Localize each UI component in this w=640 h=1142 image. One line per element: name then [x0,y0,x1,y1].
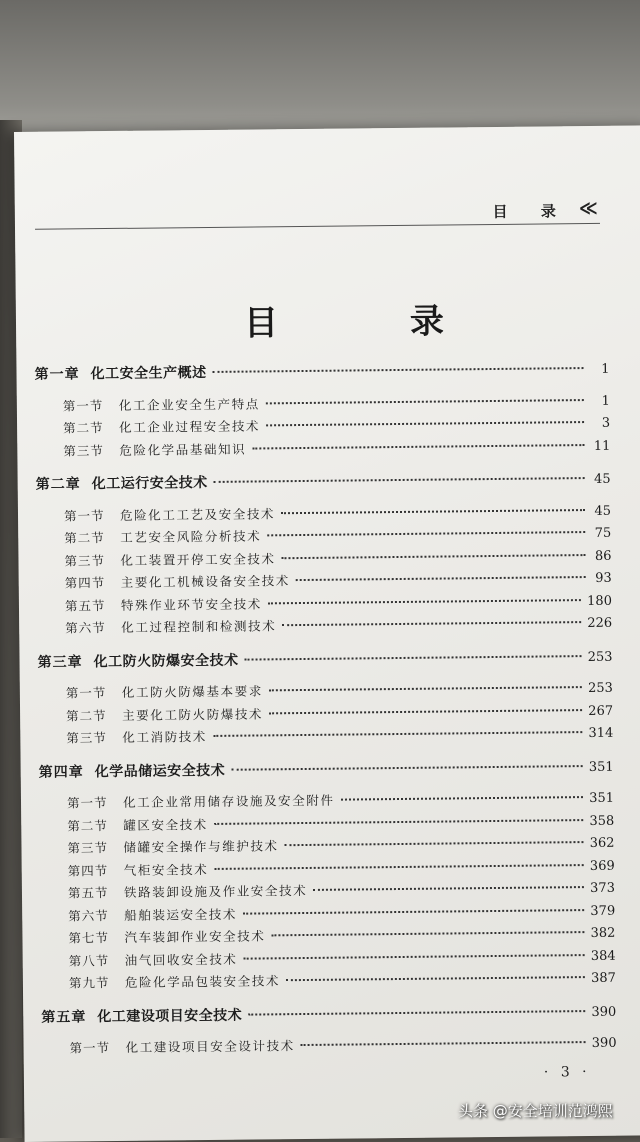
chapter-title: 化工运行安全技术 [91,474,208,493]
section-number: 第三节 [63,442,104,459]
section-title: 化工过程控制和检测技术 [121,618,277,635]
section-number: 第二节 [63,420,104,436]
section-number: 第一节 [66,795,108,811]
section-number: 第九节 [68,975,110,991]
toc-section [41,968,616,997]
leader-dots [214,477,585,483]
section-page: 351 [589,790,615,807]
section-title: 主要化工机械设备安全技术 [120,573,290,590]
section-number: 第七节 [68,930,110,946]
section-number: 第一节 [65,685,107,701]
section-title: 危险化学品基础知识 [119,441,247,458]
leader-dots [267,531,585,536]
section-number: 第一节 [63,507,105,523]
toc-section [35,435,610,464]
running-header [35,199,600,230]
leader-dots [313,886,584,891]
section-title: 危险化工工艺及安全技术 [119,505,276,523]
section-title: 主要化工防火防爆技术 [122,705,264,723]
table-of-contents [34,358,616,1061]
toc-chapter [37,645,612,674]
page-number: · 3 · [543,1064,591,1081]
toc-section [37,613,612,642]
section-title: 油气回收安全技术 [124,951,238,968]
section-number: 第二节 [66,707,107,723]
chapter-page: 1 [601,361,610,377]
section-number: 第三节 [64,552,106,568]
section-number: 第三节 [67,840,109,856]
leader-dots [214,819,584,825]
section-page: 86 [594,548,612,564]
section-number: 第二节 [67,817,108,833]
section-page: 3 [601,415,611,431]
chapter-number: 第二章 [35,476,81,493]
book-page [14,125,640,1142]
section-page: 369 [589,858,615,874]
section-page: 373 [590,880,616,897]
leader-dots [286,976,585,981]
leader-dots [214,864,584,870]
section-page: 362 [589,835,615,852]
section-page: 382 [590,925,616,942]
section-number: 第五节 [67,885,109,901]
section-title: 危险化学品包装安全技术 [124,973,281,990]
section-title: 汽车装卸作业安全技术 [124,928,266,945]
leader-dots [213,367,584,373]
leader-dots [341,796,584,801]
leader-dots [268,599,581,604]
section-number: 第四节 [64,575,106,591]
chapter-title: 化学品储运安全技术 [94,762,226,780]
leader-dots [281,509,585,514]
section-number: 第六节 [68,907,109,923]
leader-dots [231,765,583,771]
toc-chapter [41,1000,616,1029]
section-number: 第三节 [66,730,107,746]
section-page: 226 [587,615,613,632]
chapter-number: 第一章 [34,366,80,383]
section-page: 379 [590,903,616,919]
running-header-label: 目 录 [492,202,570,221]
page-title: 目 录 [243,300,505,344]
chapter-page: 390 [591,1004,617,1020]
section-number: 第五节 [64,597,106,613]
section-title: 化工企业过程安全技术 [119,418,261,435]
section-title: 储罐安全操作与维护技术 [123,838,279,855]
chapter-title: 化工安全生产概述 [90,364,207,383]
section-title: 铁路装卸设施及作业安全技术 [123,882,308,900]
section-title: 化工防火防爆基本要求 [121,683,263,700]
leader-dots [252,444,584,449]
leader-dots [269,709,582,714]
section-page: 314 [588,725,614,742]
leader-dots [213,731,583,737]
section-title: 化工企业常用储存设施及安全附件 [122,792,335,810]
toc-section [38,723,613,752]
section-page: 390 [591,1035,617,1051]
chapter-number: 第三章 [37,653,83,671]
chapter-title: 化工防火防爆安全技术 [93,652,239,670]
chapter-page: 45 [594,471,611,487]
section-title: 罐区安全技术 [123,816,208,833]
section-number: 第一节 [69,1040,111,1056]
section-title: 工艺安全风险分析技术 [120,528,262,545]
toc-chapter [36,468,611,497]
chapter-number: 第五章 [41,1008,87,1026]
leader-dots [271,931,584,936]
section-page: 45 [594,503,612,519]
chapter-number: 第四章 [38,763,84,781]
section-page: 253 [587,680,613,697]
leader-dots [301,1041,586,1046]
toc-chapter [34,358,609,387]
leader-dots [269,686,582,691]
section-number: 第四节 [67,862,109,878]
section-page: 358 [589,813,615,829]
section-page: 75 [594,525,612,541]
leader-dots [282,621,581,626]
section-number: 第一节 [62,397,104,414]
leader-dots [266,399,584,404]
section-number: 第二节 [64,530,105,546]
leader-dots [248,1010,585,1016]
toc-section [41,1033,616,1062]
section-number: 第六节 [65,620,106,636]
chevron-icon: ≪ [578,197,598,220]
chapter-page: 351 [588,759,614,775]
chapter-title: 化工建设项目安全技术 [97,1007,243,1025]
section-page: 93 [595,570,612,586]
toc-chapter [39,755,614,784]
section-title: 化工企业安全生产特点 [118,395,260,413]
section-page: 384 [590,948,616,964]
section-title: 化工消防技术 [122,729,208,745]
leader-dots [282,554,586,559]
leader-dots [243,954,584,960]
section-page: 1 [601,393,610,409]
watermark: 头条 @安全培训范鸿熙 [458,1102,613,1120]
section-title: 化工建设项目安全设计技术 [125,1038,295,1055]
section-title: 气柜安全技术 [123,861,209,878]
leader-dots [245,655,582,661]
section-title: 船舶装运安全技术 [124,906,238,923]
chapter-page: 253 [587,649,613,665]
leader-dots [266,421,584,426]
leader-dots [296,576,586,581]
leader-dots [285,841,584,846]
section-page: 267 [588,703,614,719]
section-page: 11 [593,438,611,454]
section-title: 特殊作业环节安全技术 [120,595,263,613]
leader-dots [243,909,584,915]
section-number: 第八节 [68,952,110,968]
section-page: 387 [590,970,616,987]
section-page: 180 [587,593,613,609]
section-title: 化工装置开停工安全技术 [120,550,276,568]
